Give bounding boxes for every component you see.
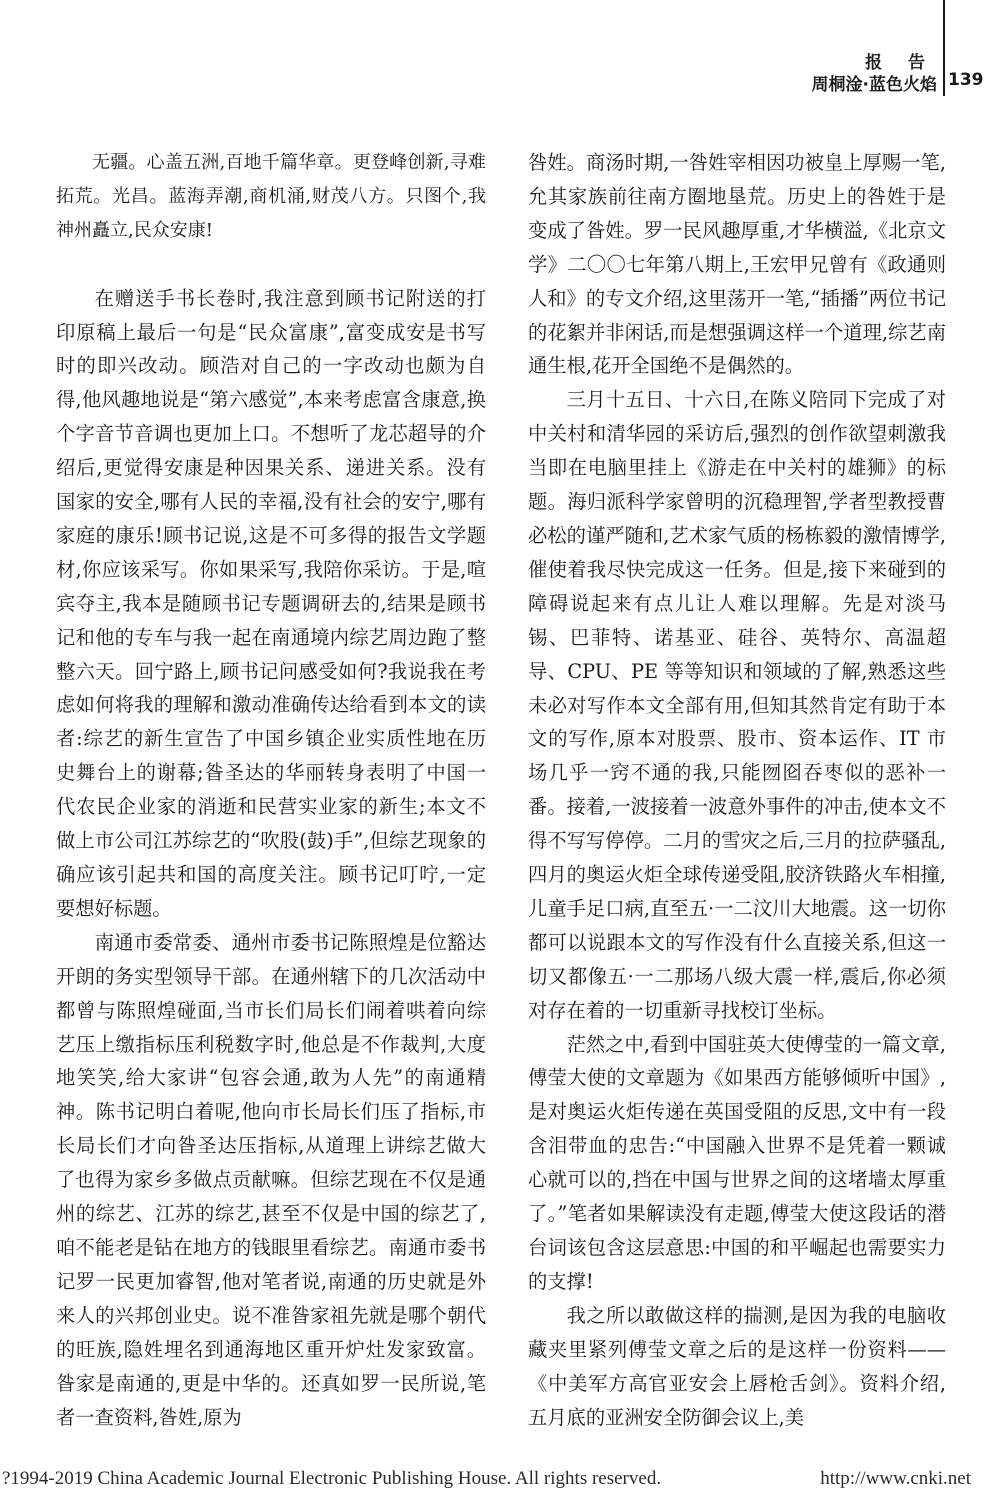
copyright-notice: ?1994-2019 China Academic Journal Electronic Publishing House. All rights reserved. (2, 1468, 662, 1489)
running-title: 周桐淦·蓝色火焰 (811, 75, 937, 95)
body-paragraph-continued: 咎姓。商汤时期,一咎姓宰相因功被皇上厚赐一笔,允其家族前往南方圈地垦荒。历史上的咎姓于是变成了昝姓。罗一民风趣厚重,才华横溢,《北京文学》二〇〇七年第八期上,王宏甲兄曾有《政通则人和》的专文介绍,这里荡开一笔,“插播”两位书记的花絮并非闲话,而是想强调这样一个道理,综艺南通生根,花开全国绝不是偶然的。 (528, 151, 946, 378)
body-paragraph: 我之所以敢做这样的揣测,是因为我的电脑收藏夹里紧列傅莹文章之后的是这样一份资料——《中美军方高官亚安会上唇枪舌剑》。资料介绍,五月底的亚洲安全防御会议上,美 (528, 1303, 946, 1429)
right-column (528, 146, 946, 1434)
body-paragraph: 南通市委常委、通州市委书记陈照煌是位豁达开朗的务实型领导干部。在通州辖下的几次活动中都曾与陈照煌碰面,当市长们局长们闹着哄着向综艺压上缴指标压利税数字时,他总是不作裁判,大度地笑笑,给大家讲“包容会通,敢为人先”的南通精神。陈书记明白着呢,他向市长局长们压了指标,市长局长们才向昝圣达压指标,从道理上讲综艺做大了也得为家乡多做点贡献嘛。但综艺现在不仅是通州的综艺、江苏的综艺,甚至不仅是中国的综艺了,咱不能老是钻在地方的钱眼里看综艺。南通市委书记罗一民更加睿智,他对笔者说,南通的历史就是外来人的兴邦创业史。说不准昝家祖先就是哪个朝代的旺族,隐姓埋名到通海地区重开炉灶发家致富。昝家是南通的,更是中华的。还真如罗一民所说,笔者一查资料,昝姓,原为 (56, 930, 486, 1429)
body-paragraph: 三月十五日、十六日,在陈义陪同下完成了对中关村和清华园的采访后,强烈的创作欲望刺激我当即在电脑里挂上《游走在中关村的雄狮》的标题。海归派科学家曾明的沉稳理智,学者型教授曹必松的谨严随和,艺术家气质的杨栋毅的激情博学,催使着我尽快完成这一任务。但是,接下来碰到的障碍说起来有点儿让人难以理解。先是对淡马锡、巴菲特、诺基亚、硅谷、英特尔、高温超导、CPU、PE 等等知识和领域的了解,熟悉这些未必对写作本文全部有用,但知其然肯定有助于本文的写作,原本对股票、股市、资本运作、IT 市场几乎一窍不通的我,只能囫囵吞枣似的恶补一番。接着,一波接着一波意外事件的冲击,使本文不得不写写停停。二月的雪灾之后,三月的拉萨骚乱,四月的奥运火炬全球传递受阻,胶济铁路火车相撞,儿童手足口病,直至五·一二汶川大地震。这一切你都可以说跟本文的写作没有什么直接关系,但这一切又都像五·一二那场八级大震一样,震后,你必须对存在着的一切重新寻找校订坐标。 (528, 388, 946, 1022)
source-url: http://www.cnki.net (820, 1468, 971, 1489)
left-column (56, 146, 486, 1434)
body-paragraph: 在赠送手书长卷时,我注意到顾书记附送的打印原稿上最后一句是“民众富康”,富变成安是书写时的即兴改动。顾浩对自己的一字改动也颇为自得,他风趣地说是“第六感觉”,本来考虑富含康意,换个字音节音调也更加上口。不想听了龙芯超导的介绍后,更觉得安康是种因果关系、递进关系。没有国家的安全,哪有人民的幸福,没有社会的安宁,哪有家庭的康乐!顾书记说,这是不可多得的报告文学题材,你应该采写。你如果采写,我陪你采访。于是,喧宾夺主,我本是随顾书记专题调研去的,结果是顾书记和他的专车与我一起在南通境内综艺周边跑了整整六天。回宁路上,顾书记问感受如何?我说我在考虑如何将我的理解和激动准确传达给看到本文的读者:综艺的新生宣告了中国乡镇企业实质性地在历史舞台上的谢幕;昝圣达的华丽转身表明了中国一代农民企业家的消逝和民营实业家的新生;本文不做上市公司江苏综艺的“吹股(鼓)手”,但综艺现象的确应该引起共和国的高度关注。顾书记叮咛,一定要想好标题。 (56, 286, 486, 920)
page-number: 139 (948, 70, 984, 90)
page-footer (0, 1468, 999, 1494)
body-paragraph: 茫然之中,看到中国驻英大使傅莹的一篇文章,傅莹大使的文章题为《如果西方能够倾听中国》,是对奥运火炬传递在英国受阻的反思,文中有一段含泪带血的忠告:“中国融入世界不是凭着一颗诚心就可以的,挡在中国与世界之间的这堵墙太厚重了。”笔者如果解读没有走题,傅莹大使这段话的潜台词该包含这层意思:中国的和平崛起也需要实力的支撑! (528, 1032, 946, 1293)
poem-paragraph: 无疆。心盖五洲,百地千篇华章。更登峰创新,寻难拓荒。光昌。蓝海弄潮,商机涌,财茂八方。只图个,我神州矗立,民众安康! (56, 152, 486, 241)
section-label: 报 告 (865, 53, 935, 73)
header-rule (943, 0, 945, 96)
